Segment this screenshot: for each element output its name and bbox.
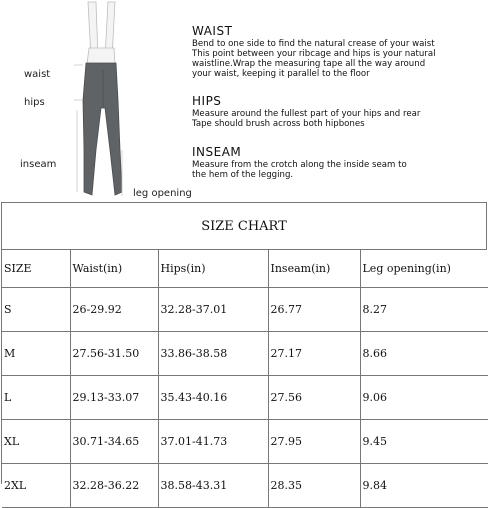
waist-heading: WAIST — [192, 24, 233, 38]
column-header: SIZE — [2, 250, 70, 287]
bib-top — [87, 48, 115, 64]
table-cell: 27.17 — [268, 331, 360, 375]
table-row — [2, 463, 488, 507]
table-cell: 38.58-43.31 — [158, 463, 268, 507]
inseam-instructions: Measure from the crotch along the inside seam to the hem of the legging. — [192, 160, 407, 180]
table-cell: 28.35 — [268, 463, 360, 507]
table-cell: M — [2, 331, 70, 375]
waist-section — [192, 24, 484, 79]
table-cell: 27.56 — [268, 375, 360, 419]
table-row — [2, 331, 488, 375]
waist-instructions: Bend to one side to find the natural crease of your waist This point between your ribcage and hips is your natural waistline.Wrap the measuring tape all the way around your waist, keeping it parallel to the floor — [192, 39, 436, 79]
size-chart-title: SIZE CHART — [2, 203, 487, 250]
table-cell: 29.13-33.07 — [70, 375, 158, 419]
column-header: Inseam(in) — [268, 250, 360, 287]
waist-label: waist — [24, 69, 51, 80]
size-table — [2, 250, 488, 508]
table-cell: 27.56-31.50 — [70, 331, 158, 375]
bib-tights-illustration — [74, 0, 144, 200]
table-row — [2, 419, 488, 463]
inseam-label: inseam — [20, 159, 57, 170]
inseam-heading: INSEAM — [192, 145, 242, 159]
table-cell: 33.86-38.58 — [158, 331, 268, 375]
table-cell: 26.77 — [268, 287, 360, 331]
table-cell: 26-29.92 — [70, 287, 158, 331]
hips-instructions: Measure around the fullest part of your hips and rear Tape should brush across both hipbones — [192, 109, 421, 129]
table-cell: 35.43-40.16 — [158, 375, 268, 419]
table-cell: 9.45 — [360, 419, 488, 463]
table-cell: 37.01-41.73 — [158, 419, 268, 463]
table-cell: 2XL — [2, 463, 70, 507]
table-cell: L — [2, 375, 70, 419]
table-row — [2, 287, 488, 331]
measurement-guide — [0, 0, 488, 200]
inseam-section — [192, 145, 484, 180]
table-cell: 27.95 — [268, 419, 360, 463]
hips-label: hips — [24, 97, 45, 108]
column-header: Hips(in) — [158, 250, 268, 287]
table-cell: XL — [2, 419, 70, 463]
size-chart — [1, 202, 487, 492]
table-cell: 9.84 — [360, 463, 488, 507]
column-header: Waist(in) — [70, 250, 158, 287]
column-header: Leg opening(in) — [360, 250, 488, 287]
hips-heading: HIPS — [192, 94, 222, 108]
tights-body — [83, 63, 122, 195]
table-cell: 8.27 — [360, 287, 488, 331]
table-cell: 32.28-36.22 — [70, 463, 158, 507]
table-cell: S — [2, 287, 70, 331]
size-table-header — [2, 250, 488, 287]
table-cell: 9.06 — [360, 375, 488, 419]
hips-section — [192, 94, 484, 129]
table-cell: 32.28-37.01 — [158, 287, 268, 331]
table-row — [2, 375, 488, 419]
leg-opening-label: leg opening — [133, 188, 192, 199]
table-cell: 30.71-34.65 — [70, 419, 158, 463]
table-cell: 8.66 — [360, 331, 488, 375]
